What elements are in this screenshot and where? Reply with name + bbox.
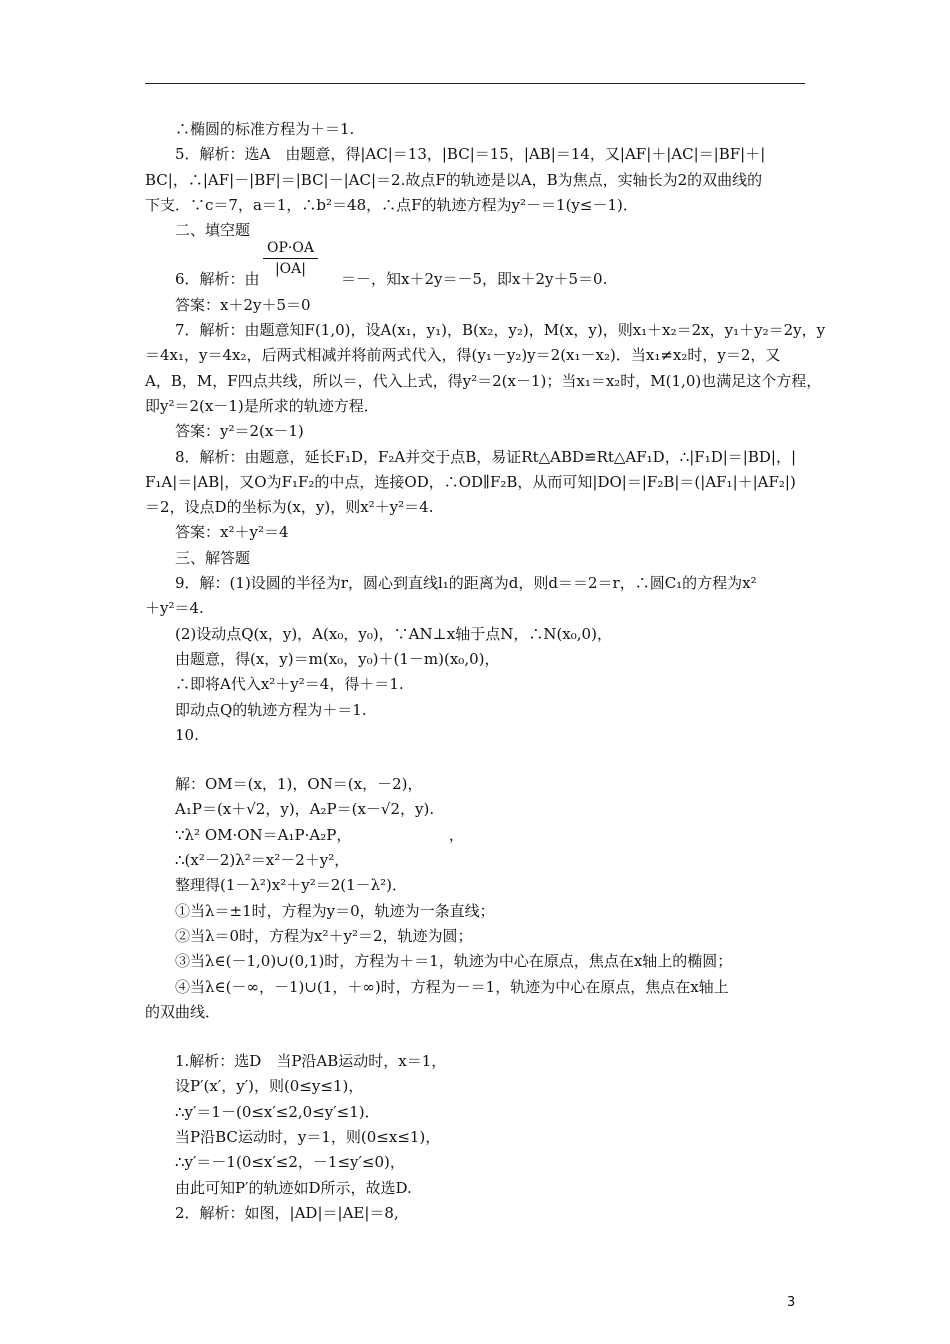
text-line: 下支．∵c＝7，a＝1，∴b²＝48，∴点F的轨迹方程为y²－＝1(y≤－1)． xyxy=(145,195,638,214)
text-line: 的双曲线． xyxy=(145,1002,221,1021)
text-line: 即y²＝2(x－1)是所求的轨迹方程． xyxy=(145,396,379,415)
text-line: 即动点Q的轨迹方程为＋＝1. xyxy=(175,700,367,719)
text-line: 由题意，得(x，y)＝m(x₀，y₀)＋(1－m)(x₀,0)， xyxy=(175,649,500,668)
fraction-numerator: OP·OA xyxy=(267,240,314,257)
text-line: 答案：x²＋y²＝4 xyxy=(175,523,289,542)
text-line: (2)设动点Q(x，y)，A(x₀，y₀)，∵AN⊥x轴于点N，∴N(x₀,0)， xyxy=(175,624,612,643)
spacer xyxy=(145,1025,807,1049)
fraction xyxy=(263,239,318,278)
text-line: 2．解析：如图，|AD|＝|AE|＝8, xyxy=(175,1203,399,1222)
text-line: 由此可知P′的轨迹如D所示，故选D. xyxy=(175,1178,412,1197)
fraction-rest: ＝－，知x＋2y＝－5，即x＋2y＋5＝0. xyxy=(341,270,608,289)
spacer xyxy=(145,243,807,267)
text-line: 三、解答题 xyxy=(175,548,251,567)
text-line: A，B，M，F四点共线，所以＝，代入上式，得y²＝2(x－1)；当x₁＝x₂时，M(1,0)也满足这个方程， xyxy=(145,371,822,390)
text-line: ∴y′＝1－(0≤x′≤2,0≤y′≤1)． xyxy=(175,1102,380,1121)
text-line: ∴(x²－2)λ²＝x²－2＋y²， xyxy=(175,851,350,870)
text-line: 5．解析：选A 由题意，得|AC|＝13，|BC|＝15，|AB|＝14，又|AF|＋|AC|＝|BF|＋| xyxy=(175,145,766,164)
text-line: 1.解析：选D 当P沿AB运动时，x＝1， xyxy=(175,1052,447,1071)
text-line: A₁P＝(x＋√2，y)，A₂P＝(x－√2，y). xyxy=(175,800,435,819)
text-line: ∴y′＝－1(0≤x′≤2，－1≤y′≤0)， xyxy=(175,1153,405,1172)
text-line: 答案：y²＝2(x－1) xyxy=(175,422,304,441)
fraction-denominator: |OA| xyxy=(274,261,306,278)
text-line: 答案：x＋2y＋5＝0 xyxy=(175,295,311,314)
fraction-line xyxy=(145,240,807,292)
text-line: ＝2，设点D的坐标为(x，y)，则x²＋y²＝4. xyxy=(145,498,434,517)
fraction-label: 6．解析：由 xyxy=(175,270,260,289)
text-line: ④当λ∈(－∞，－1)∪(1，＋∞)时，方程为－＝1，轨迹为中心在原点，焦点在x轴上 xyxy=(175,977,729,996)
text-line: ＋y²＝4. xyxy=(145,599,204,618)
text-line: 设P′(x′，y′)，则(0≤y≤1)， xyxy=(175,1077,364,1096)
document-body xyxy=(145,117,826,1226)
fraction-bar xyxy=(263,258,318,259)
text-line: 整理得(1－λ²)x²＋y²＝2(1－λ²)． xyxy=(175,876,408,895)
text-line: ①当λ＝±1时，方程为y＝0，轨迹为一条直线； xyxy=(175,901,495,920)
text-line: ∴即将A代入x²＋y²＝4，得＋＝1. xyxy=(175,675,404,694)
text-line: ＝4x₁，y＝4x₂，后两式相减并将前两式代入，得(y₁－y₂)y＝2(x₁－x₂)．当x₁≠x₂时，y＝2，又 xyxy=(145,346,781,365)
page-number: 3 xyxy=(787,1295,796,1310)
text-line: 当P沿BC运动时，y＝1，则(0≤x≤1)， xyxy=(175,1127,441,1146)
text-line: ②当λ＝0时，方程为x²＋y²＝2，轨迹为圆； xyxy=(175,926,473,945)
text-line: ∴椭圆的标准方程为＋＝1. xyxy=(175,120,355,138)
text-line: ③当λ∈(－1,0)∪(0,1)时，方程为＋＝1，轨迹为中心在原点，焦点在x轴上的椭圆； xyxy=(175,952,733,971)
header-rule xyxy=(145,83,805,84)
text-line: ∵λ² OM·ON＝A₁P·A₂P， ， xyxy=(175,825,464,844)
text-line: 7．解析：由题意知F(1,0)，设A(x₁，y₁)，B(x₂，y₂)，M(x，y)，则x₁＋x₂＝2x，y₁＋y₂＝2y，y xyxy=(175,321,826,340)
text-line: 8．解析：由题意，延长F₁D，F₂A并交于点B，易证Rt△ABD≌Rt△AF₁D，∴|F₁D|＝|BD|，| xyxy=(175,447,797,466)
text-line: 10. xyxy=(175,725,199,744)
text-line: 解：OM＝(x，1)，ON＝(x，－2)， xyxy=(175,775,423,794)
text-line: F₁A|＝|AB|，又O为F₁F₂的中点，连接OD，∴OD∥F₂B，从而可知|DO|＝|F₂B|＝(|AF₁|＋|AF₂|) xyxy=(145,472,796,491)
text-line: BC|，∴|AF|－|BF|＝|BC|－|AC|＝2.故点F的轨迹是以A，B为焦点，实轴长为2的双曲线的 xyxy=(145,170,763,189)
text-line: 二、填空题 xyxy=(175,221,251,240)
spacer xyxy=(145,748,807,772)
text-line: 9．解：(1)设圆的半径为r，圆心到直线l₁的距离为d，则d＝＝2＝r，∴圆C₁的方程为x² xyxy=(175,574,757,593)
